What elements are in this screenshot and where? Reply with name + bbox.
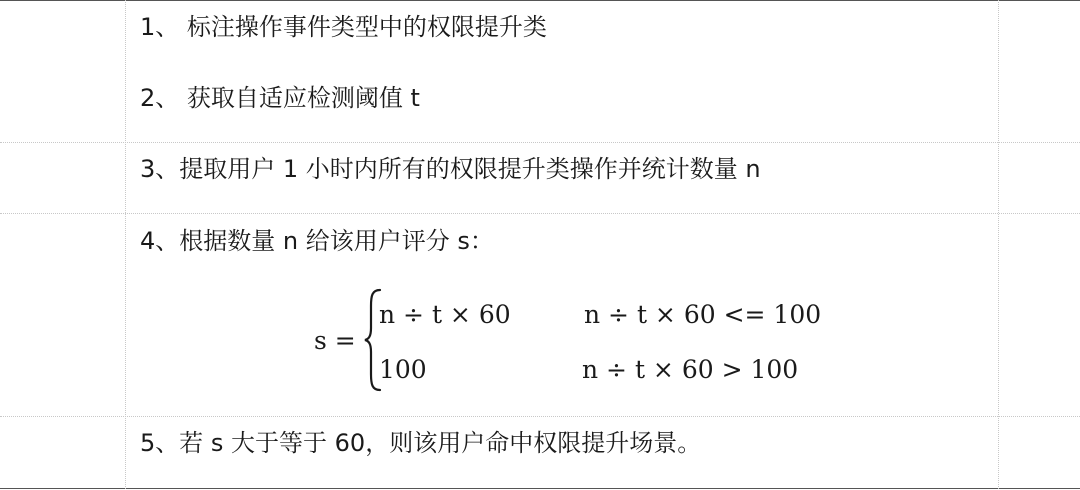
step-2-text: 2、 获取自适应检测阈值 t: [140, 84, 420, 112]
case-2-condition: n ÷ t × 60 > 100: [582, 355, 799, 384]
case-1-expression: n ÷ t × 60: [379, 300, 511, 329]
step-1-text: 1、 标注操作事件类型中的权限提升类: [140, 13, 547, 41]
step-3-text: 3、提取用户 1 小时内所有的权限提升类操作并统计数量 n: [140, 155, 761, 183]
case-1-condition: n ÷ t × 60 <= 100: [584, 300, 822, 329]
formula-lhs: s =: [314, 326, 356, 355]
step-5-text: 5、若 s 大于等于 60，则该用户命中权限提升场景。: [140, 429, 702, 457]
case-2-expression: 100: [379, 355, 427, 384]
step-4-text: 4、根据数量 n 给该用户评分 s：: [140, 227, 494, 255]
